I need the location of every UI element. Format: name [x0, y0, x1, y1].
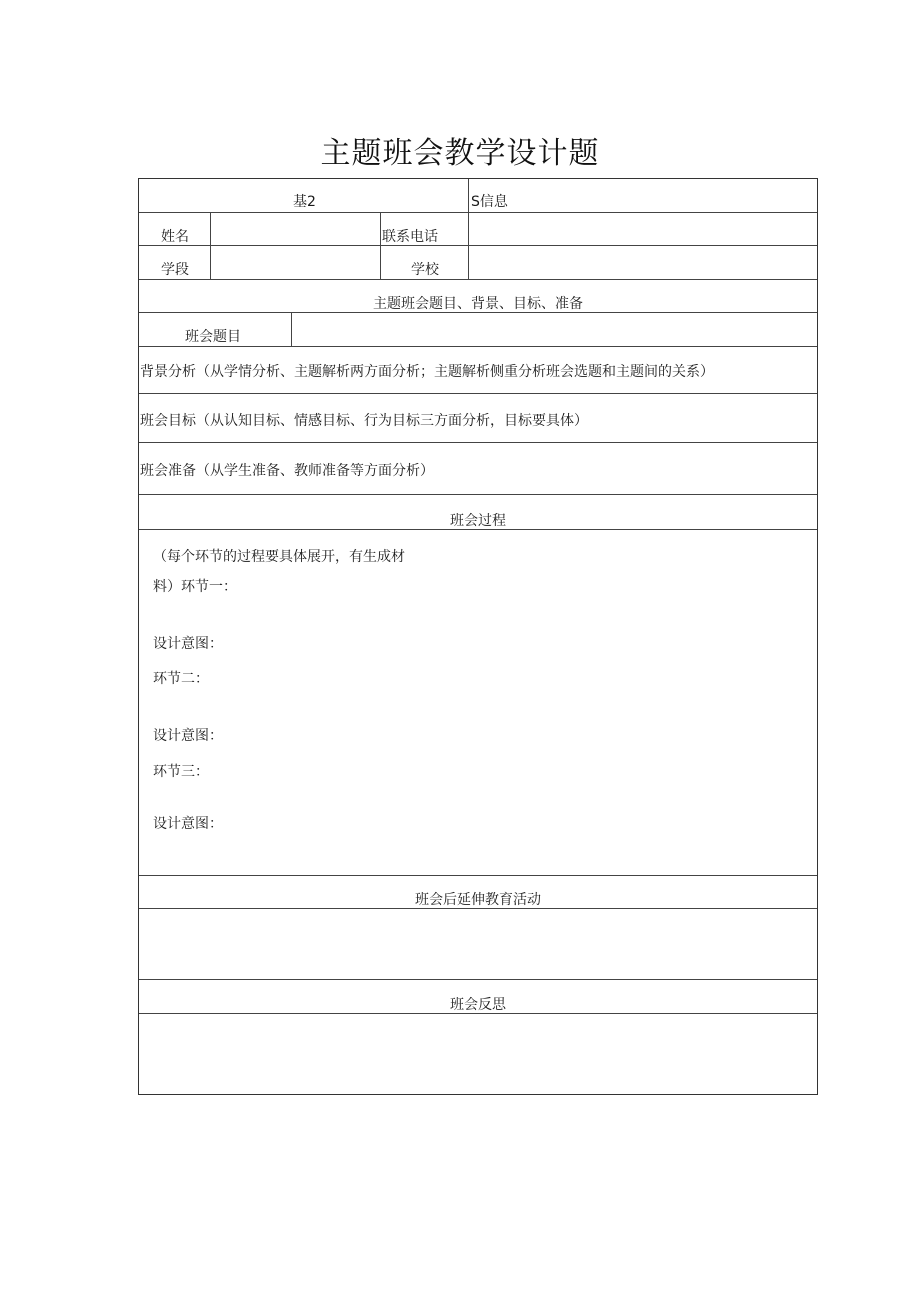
name-phone-row: [139, 213, 817, 246]
name-label: 姓名: [161, 229, 189, 245]
basic-info-header-left: 基2: [293, 194, 316, 210]
goals-row: [139, 394, 817, 443]
design-intent-2: 设计意图：: [153, 728, 223, 744]
process-section-header: 班会过程: [450, 513, 506, 529]
basic-info-header-right: S信息: [471, 194, 508, 210]
step-2-label: 环节二：: [153, 671, 209, 687]
reflection-header-row: [139, 980, 817, 1014]
reflection-content-row: [139, 1014, 817, 1094]
topic-section-header-row: [139, 280, 817, 313]
topic-row: [139, 313, 817, 347]
process-intro-line1: （每个环节的过程要具体展开，有生成材: [153, 549, 405, 565]
design-intent-3: 设计意图：: [153, 816, 223, 832]
extension-content-row: [139, 909, 817, 980]
basic-info-header-row: [139, 179, 817, 213]
process-body-row: [139, 530, 817, 876]
school-label: 学校: [411, 262, 439, 278]
stage-label: 学段: [161, 262, 189, 278]
background-analysis-label: 背景分析（从学情分析、主题解析两方面分析；主题解析侧重分析班会选题和主题间的关系）: [140, 364, 714, 380]
background-row: [139, 347, 817, 394]
stage-school-row: [139, 246, 817, 280]
process-header-row: [139, 495, 817, 530]
process-intro-line2: 料）环节一：: [153, 579, 237, 595]
step-3-label: 环节三：: [153, 764, 209, 780]
extension-header-row: [139, 876, 817, 909]
preparation-label: 班会准备（从学生准备、教师准备等方面分析）: [140, 463, 434, 479]
reflection-section-header: 班会反思: [450, 997, 506, 1013]
preparation-row: [139, 443, 817, 495]
goals-label: 班会目标（从认知目标、情感目标、行为目标三方面分析，目标要具体）: [140, 413, 588, 429]
topic-section-header: 主题班会题目、背景、目标、准备: [373, 296, 583, 312]
design-intent-1: 设计意图：: [153, 636, 223, 652]
extension-section-header: 班会后延伸教育活动: [415, 892, 541, 908]
phone-label: 联系电话: [382, 229, 438, 245]
design-form-table: [138, 178, 818, 1095]
topic-label: 班会题目: [185, 329, 241, 345]
document-title: 主题班会教学设计题: [320, 136, 600, 171]
